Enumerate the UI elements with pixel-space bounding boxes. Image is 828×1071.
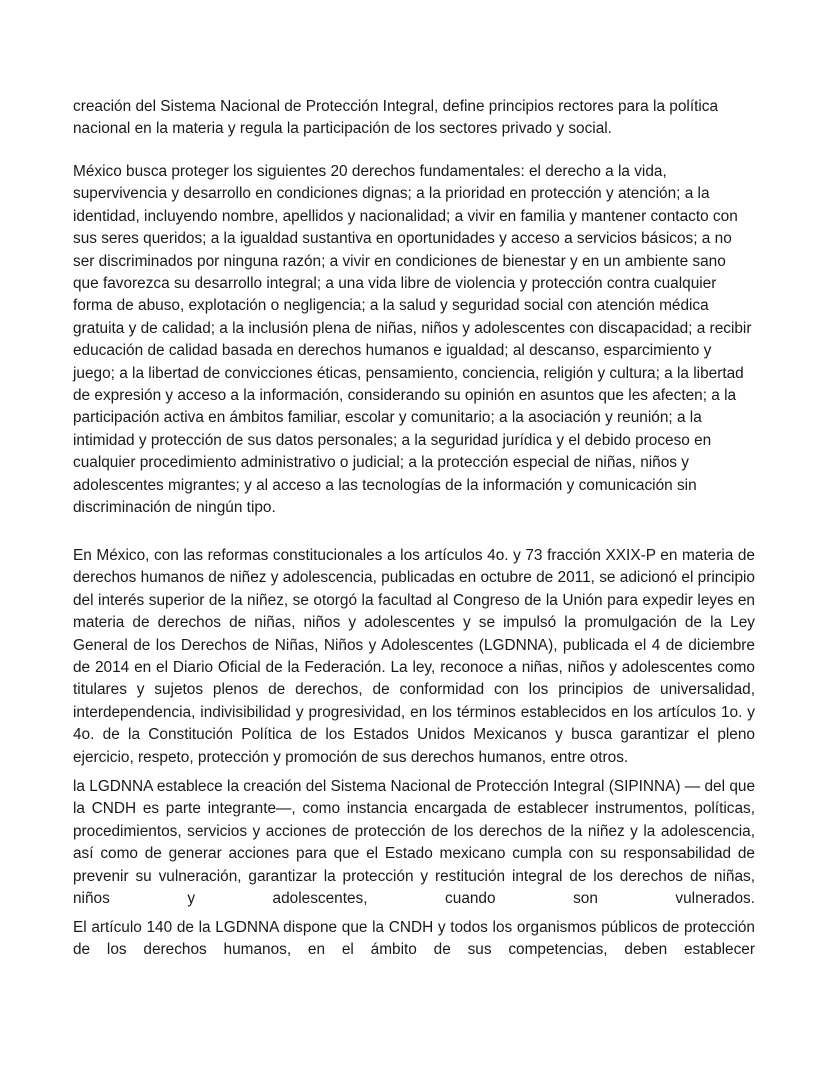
paragraph-fundamental-rights: México busca proteger los siguientes 20 derechos fundamentales: el derecho a la vida, supervivencia y desarrollo en condiciones dignas; a la prioridad en protección y atención; a la identidad, incluyendo nombre, apellidos y nacionalidad; a vivir en familia y mantener contacto con sus seres queridos; a la igualdad sustantiva en oportunidades y acceso a servicios básicos; a no ser discriminados por ninguna razón; a vivir en condiciones de bienestar y en un ambiente sano que favorezca su desarrollo integral; a una vida libre de violencia y protección contra cualquier forma de abuso, explotación o negligencia; a la salud y seguridad social con atención médica gratuita y de calidad; a la inclusión plena de niñas, niños y adolescentes con discapacidad; a recibir educación de calidad basada en derechos humanos e igualdad; al descanso, esparcimiento y juego; a la libertad de convicciones éticas, pensamiento, conciencia, religión y cultura; a la libertad de expresión y acceso a la información, considerando su opinión en asuntos que les afecten; a la participación activa en ámbitos familiar, escolar y comunitario; a la asociación y reunión; a la intimidad y protección de sus datos personales; a la seguridad jurídica y el debido proceso en cualquier procedimiento administrativo o judicial; a la protección especial de niñas, niños y adolescentes migrantes; y al acceso a las tecnologías de la información y comunicación sin discriminación de ningún tipo. (73, 163, 752, 517)
paragraph-article-140: El artículo 140 de la LGDNNA dispone que la CNDH y todos los organismos públicos de protección de los derechos humanos, en el ámbito de sus competencias, deben establecer (73, 919, 755, 959)
paragraph-lgdnna-sipinna: la LGDNNA establece la creación del Sistema Nacional de Protección Integral (SIPINNA) — del que la CNDH es parte integrante—, como instancia encargada de establecer instrumentos, políticas, procedimientos, servicios y acciones de protección de los derechos de la niñez y la adolescencia, así como de generar acciones para que el Estado mexicano cumpla con su responsabilidad de prevenir su vulneración, garantizar la protección y restitución integral de los derechos de niñas, niños y adolescentes, cuando son vulnerados. (73, 778, 755, 908)
paragraph-sipinna-intro: creación del Sistema Nacional de Protección Integral, define principios rectores para la política nacional en la materia y regula la participación de los sectores privado y social. (73, 98, 719, 138)
paragraph-constitutional-reforms: En México, con las reformas constitucionales a los artículos 4o. y 73 fracción XXIX-P en materia de derechos humanos de niñez y adolescencia, publicadas en octubre de 2011, se adicionó el principio del interés superior de la niñez, se otorgó la facultad al Congreso de la Unión para expedir leyes en materia de derechos de niñas, niños y adolescentes y se impulsó la promulgación de la Ley General de los Derechos de Niñas, Niños y Adolescentes (LGDNNA), publicada el 4 de diciembre de 2014 en el Diario Oficial de la Federación. La ley, reconoce a niñas, niños y adolescentes como titulares y sujetos plenos de derechos, de conformidad con los principios de universalidad, interdependencia, indivisibilidad y progresividad, en los términos establecidos en los artículos 1o. y 4o. de la Constitución Política de los Estados Unidos Mexicanos y busca garantizar el pleno ejercicio, respeto, protección y promoción de sus derechos humanos, entre otros. (73, 547, 755, 766)
